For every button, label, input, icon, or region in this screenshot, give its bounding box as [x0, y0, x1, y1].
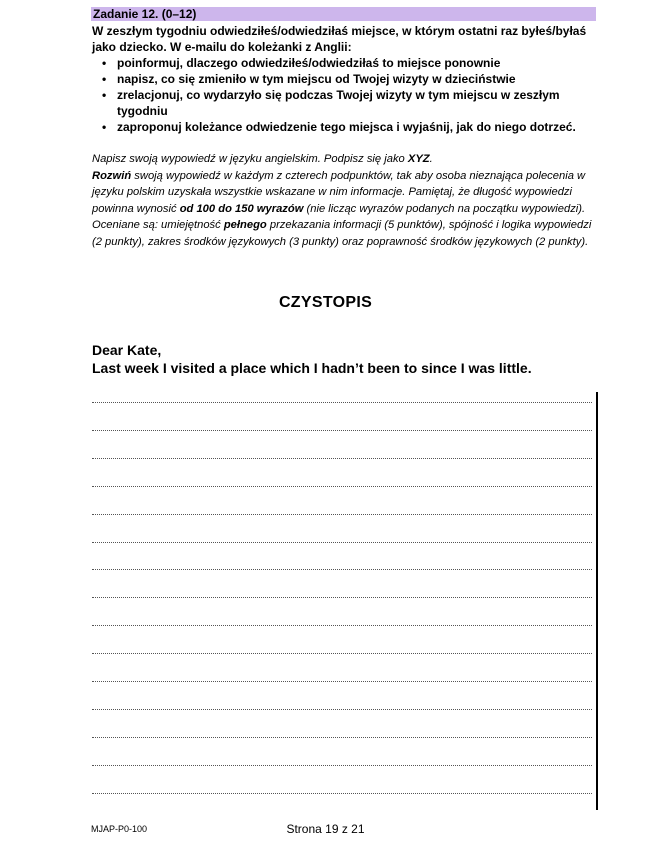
- task-bullet: • zrelacjonuj, co wydarzyło się podczas Twojej wizyty w tym miejscu w zeszłym tygodniu: [92, 87, 602, 119]
- page-number: Strona 19 z 21: [286, 822, 365, 836]
- instruction-text: swoją wypowiedź w każdym z czterech podpunktów, tak aby osoba nieznająca polecenia w języku polskim uzyskała wszystkie wskazane w nim informacje. Pamiętaj, że długość wypowiedzi powinna wynosić: [92, 169, 586, 215]
- task-header: Zadanie 12. (0–12): [91, 7, 596, 21]
- task-bullets: [92, 55, 602, 135]
- instruction-emphasis: Rozwiń: [92, 169, 132, 182]
- letter-opening: Last week I visited a place which I hadn’t been to since I was little.: [92, 360, 532, 376]
- instruction-text: .: [429, 153, 433, 165]
- writing-line[interactable]: [92, 709, 592, 710]
- instruction-text: (nie licząc wyrazów podanych na początku wypowiedzi). Oceniane są: umiejętność: [92, 202, 586, 231]
- writing-line[interactable]: [92, 458, 592, 459]
- clean-copy-title: CZYSTOPIS: [278, 294, 373, 311]
- margin-rule: [596, 392, 598, 810]
- writing-area[interactable]: [92, 392, 599, 810]
- writing-line[interactable]: [92, 765, 592, 766]
- task-bullet: • zaproponuj koleżance odwiedzenie tego miejsca i wyjaśnij, jak do niego dotrzeć.: [92, 119, 602, 135]
- writing-line[interactable]: [92, 793, 592, 794]
- writing-line[interactable]: [92, 514, 592, 515]
- writing-line[interactable]: [92, 653, 592, 654]
- writing-line[interactable]: [92, 597, 592, 598]
- writing-line[interactable]: [92, 430, 592, 431]
- task-intro: W zeszłym tygodniu odwiedziłeś/odwiedziłaś miejsce, w którym ostatni raz byłeś/byłaś jako dziecko. W e-mailu do koleżanki z Anglii:: [92, 24, 587, 54]
- task-bullet: • napisz, co się zmieniło w tym miejscu od Twojej wizyty w dzieciństwie: [92, 71, 602, 87]
- writing-line[interactable]: [92, 737, 592, 738]
- task-bullet: • poinformuj, dlaczego odwiedziłeś/odwiedziłaś to miejsce ponownie: [92, 55, 602, 71]
- writing-line[interactable]: [92, 625, 592, 626]
- instruction-emphasis: pełnego: [223, 219, 267, 231]
- writing-line[interactable]: [92, 569, 592, 570]
- writing-line[interactable]: [92, 542, 592, 543]
- task-instructions: [92, 151, 600, 250]
- instruction-text: przekazania informacji (5 punktów), spójność i logika wypowiedzi (2 punkty), zakres środków językowych (3 punkty) oraz poprawność środków językowych (2 punkty).: [92, 219, 592, 248]
- footer-code: MJAP-P0-100: [91, 824, 148, 834]
- signature-code: XYZ: [407, 153, 430, 165]
- writing-line[interactable]: [92, 402, 592, 403]
- writing-line[interactable]: [92, 681, 592, 682]
- word-count-requirement: od 100 do 150 wyrazów: [179, 202, 304, 215]
- writing-line[interactable]: [92, 486, 592, 487]
- instruction-text: Napisz swoją wypowiedź w języku angielskim. Podpisz się jako: [92, 153, 408, 165]
- letter-greeting: Dear Kate,: [92, 342, 162, 358]
